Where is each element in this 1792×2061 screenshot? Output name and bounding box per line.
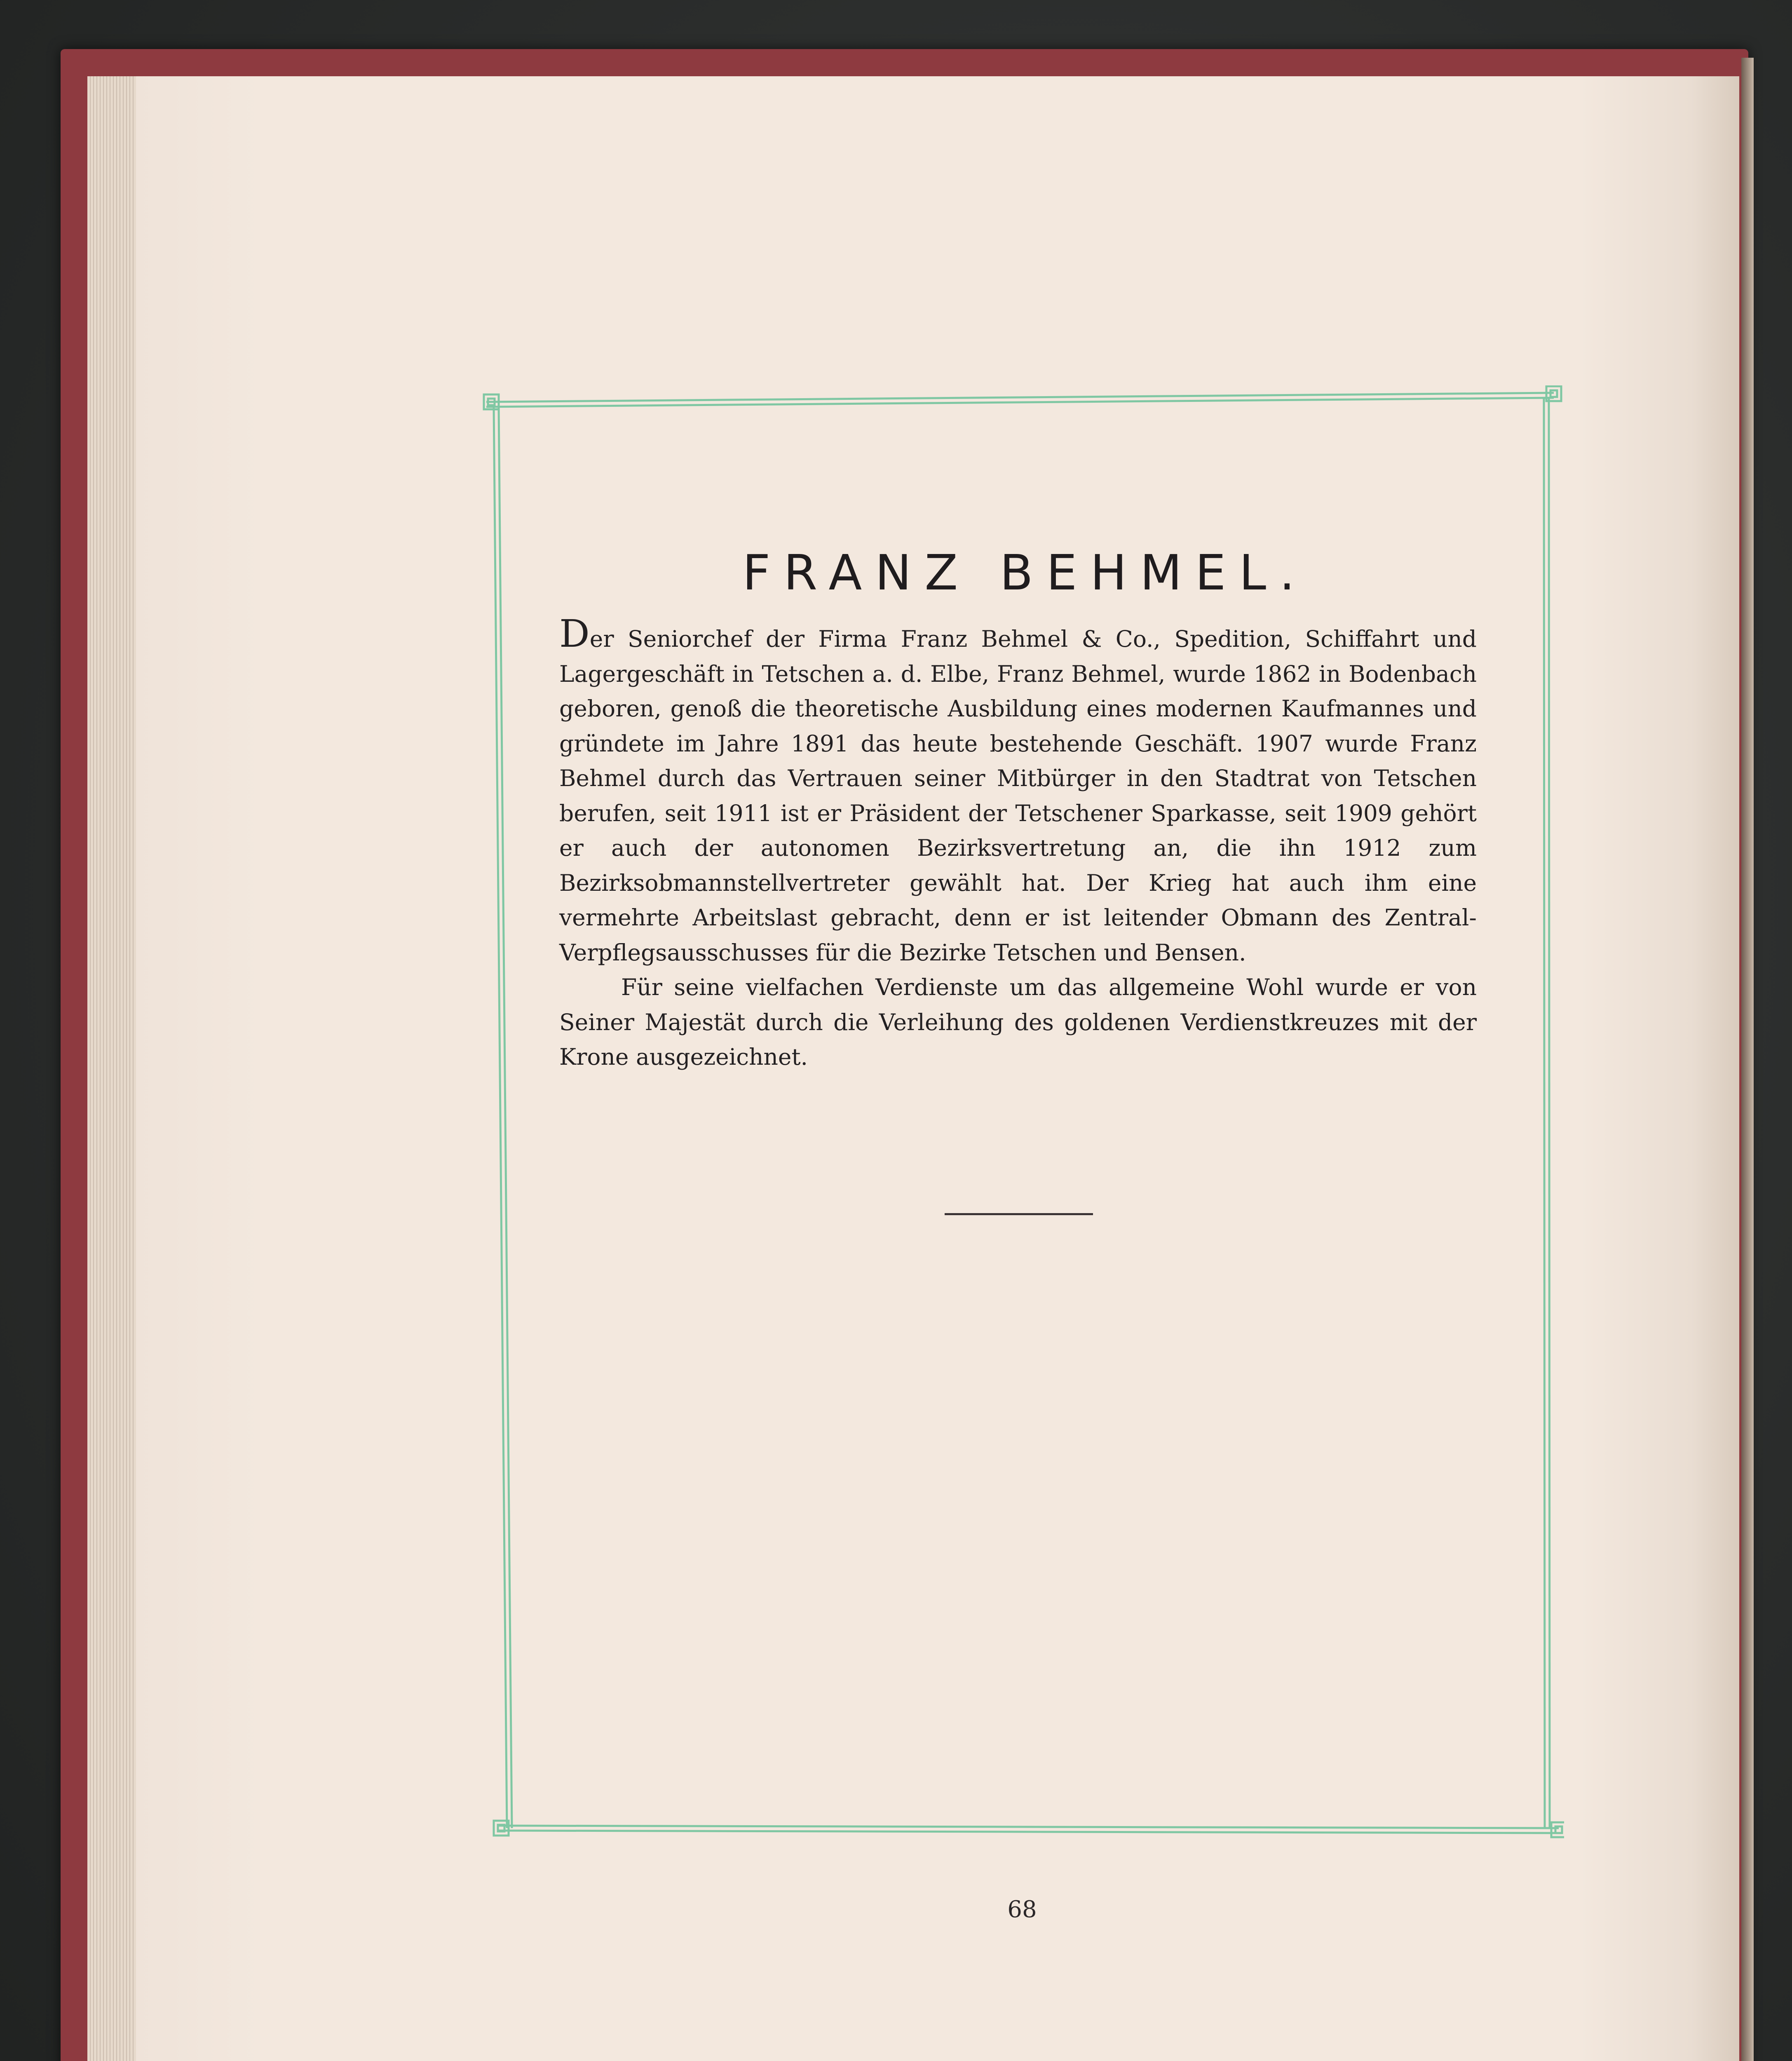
page-number: 68 [1007,1896,1037,1923]
page-stack-edges [87,76,141,2061]
paragraph-1-text: er Seniorchef der Firma Franz Behmel & Co., Spedition, Schiffahrt und Lagergeschäft in Tetschen a. d. Elbe, Franz Behmel, wurde 1862 in Bodenbach geboren, genoß die theoretische Ausbildung eines modernen Kaufmannes und gründete im Jahre 1891 das heute bestehende Geschäft. 1907 wurde Franz Behmel durch das Vertrauen seiner Mitbürger in den Stadtrat von Tetschen berufen, seit 1911 ist er Präsident der Tetschener Sparkasse, seit 1909 gehört er auch der autonomen Bezirksvertretung an, die ihn 1912 zum Bezirksobmannstellvertreter gewählt hat. Der Krieg hat auch ihm eine vermehrte Arbeitslast gebracht, denn er ist leitender Obmann des Zentral-Verpflegsausschusses für die Bezirke Tetschen und Bensen. [559,626,1477,966]
section-divider [945,1213,1093,1215]
page-title: FRANZ BEHMEL. [742,544,1308,601]
article-body [559,544,1477,1075]
paragraph-1 [559,612,1477,970]
paragraph-2: Für seine vielfachen Verdienste um das allgemeine Wohl wurde er von Seiner Majestät durch die Verleihung des goldenen Verdienstkreuzes mit der Krone ausgezeichnet. [559,974,1477,1070]
initial-letter: D [559,612,590,656]
next-page-edge [1741,58,1754,2061]
